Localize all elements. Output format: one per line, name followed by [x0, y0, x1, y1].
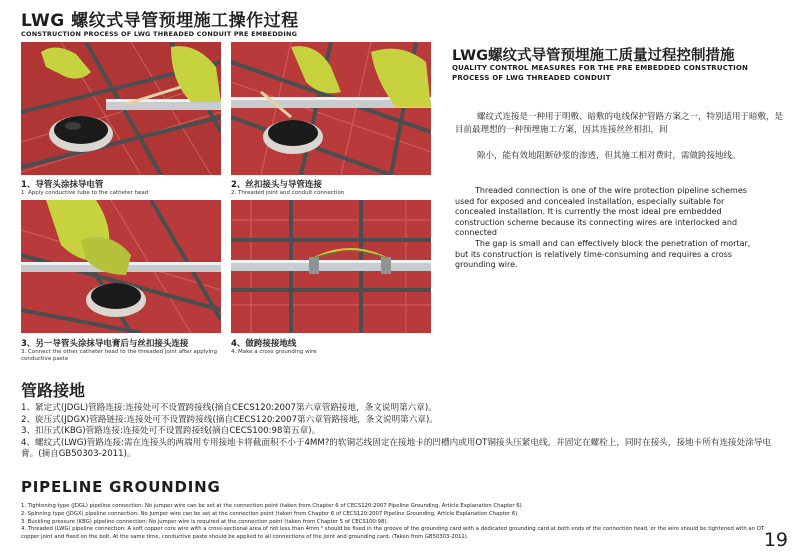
- quality-subtitle: QUALITY CONTROL MEASURES FOR THE PRE EMBEDDED CONSTRUCTION PROCESS OF LWG THREADED CONDUIT: [452, 64, 749, 82]
- step-2-caption-en: 2. Threaded joint and conduit connection: [231, 190, 345, 196]
- step-1-caption-en: 1. Apply conductive tube to the catheter head: [21, 190, 149, 196]
- quality-paragraph-en-2: The gap is small and can effectively block the penetration of mortar, but its construction is relatively time-consuming and requires a cross grounding wire.: [455, 239, 751, 269]
- quality-paragraph-cn-2: 隙小，能有效地阻断砂浆的渗透，但其施工相对费时，需做跨接地线。: [477, 151, 741, 161]
- step-4-caption: 4、做跨接接地线: [231, 339, 297, 349]
- step-4-photo: [231, 200, 431, 333]
- step-3-photo: [21, 200, 221, 333]
- step-1-caption: 1、导管头涂抹导电管: [21, 180, 104, 190]
- step-2-caption: 2、丝扣接头与导管连接: [231, 180, 322, 190]
- step-1-photo: [21, 42, 221, 175]
- quality-title: LWG螺纹式导管预埋施工质量过程控制措施: [452, 48, 735, 64]
- grounding-list-cn: [21, 403, 781, 461]
- page-title: LWG 螺纹式导管预埋施工操作过程: [21, 11, 299, 31]
- grounding-heading-en: PIPELINE GROUNDING: [21, 478, 221, 496]
- quality-paragraph-en-1: Threaded connection is one of the wire protection pipeline schemes used for exposed and concealed installation, especially suitable for concealed installation. It is currently the most ideal pre embedded construction scheme because its connecting wires are interlocked and connected: [455, 186, 747, 237]
- grounding-list-en: [21, 503, 771, 542]
- list-item: 1、紧定式(JDGL)管路连接:连接处可不设置跨接线(摘自CECS120:2007第六章管路接地，条文说明第六章)。: [21, 403, 437, 413]
- page-subtitle: CONSTRUCTION PROCESS OF LWG THREADED CONDUIT PRE EMBEDDING: [21, 30, 298, 38]
- step-2-photo: [231, 42, 431, 175]
- quality-paragraph-cn-1: 螺纹式连接是一种用于明敷、暗敷的电线保护管路方案之一，特别适用于暗敷，是目前最理想的一种预埋施工方案，因其连接丝丝相扣，间: [455, 112, 784, 135]
- list-item: 4、螺纹式(LWG)管路连接:需在连接头的两端用专用接地卡将截面积不小于4MM?的软铜芯线固定在接地卡的凹槽内或用OT铜接头压紧电线，并固定在螺栓上，同时在接头，接地卡所有连接处涂导电膏。(摘自GB50303-2011)。: [21, 437, 772, 459]
- list-item: 1. Tightening type (JDGL) pipeline connection: No jumper wire can be set at the connection point (taken from Chapter 6 of CECS120:2007 Pipeline Grounding, Article Explanation Chapter 6).: [21, 503, 524, 509]
- step-3-caption: 3、另一导管头涂抹导电膏后与丝扣接头连接: [21, 339, 189, 349]
- grounding-heading: 管路接地: [21, 381, 86, 400]
- list-item: 2、旋压式(JDGX)管路链接:连接处可不设置跨接线(摘自CECS120:2007第六章管路接地，条文说明第六章)。: [21, 414, 438, 425]
- list-item: 2. Spinning type (JDGX) pipeline connection: No jumper wire can be set at the connection point (taken from Chapter 6 of CECS120:2007 Pipeline Grounding, Article Explanation Chapter 6).: [21, 510, 520, 517]
- list-item: 4. Threaded (LWG) pipeline connection: A soft copper core wire with a cross-sectional area of not less than 4mm ² should be fixed in the groove of the grounding card with a dedicated grounding card at both ends of the connection head, or the wire should be tightened with an OT copper joint and fixed on the bolt. At the same time, conductive paste should be applied to all connections of the joint and grounding card. (Taken from GB50303-2011).: [21, 526, 765, 541]
- list-item: 3、扣压式(KBG)管路连接:连接处可不设置跨接线(摘自CECS100:98第五章)。: [21, 426, 321, 436]
- page-number: 19: [763, 529, 788, 551]
- step-3-caption-en: 3. Connect the other catheter head to the threaded joint after applying conductive paste: [21, 349, 218, 362]
- list-item: 3. Buckling pressure (KBG) pipeline connection: No jumper wire is required at the connection point (taken from Chapter 5 of CECS100:98).: [21, 518, 389, 525]
- step-4-caption-en: 4. Make a cross grounding wire: [231, 349, 317, 355]
